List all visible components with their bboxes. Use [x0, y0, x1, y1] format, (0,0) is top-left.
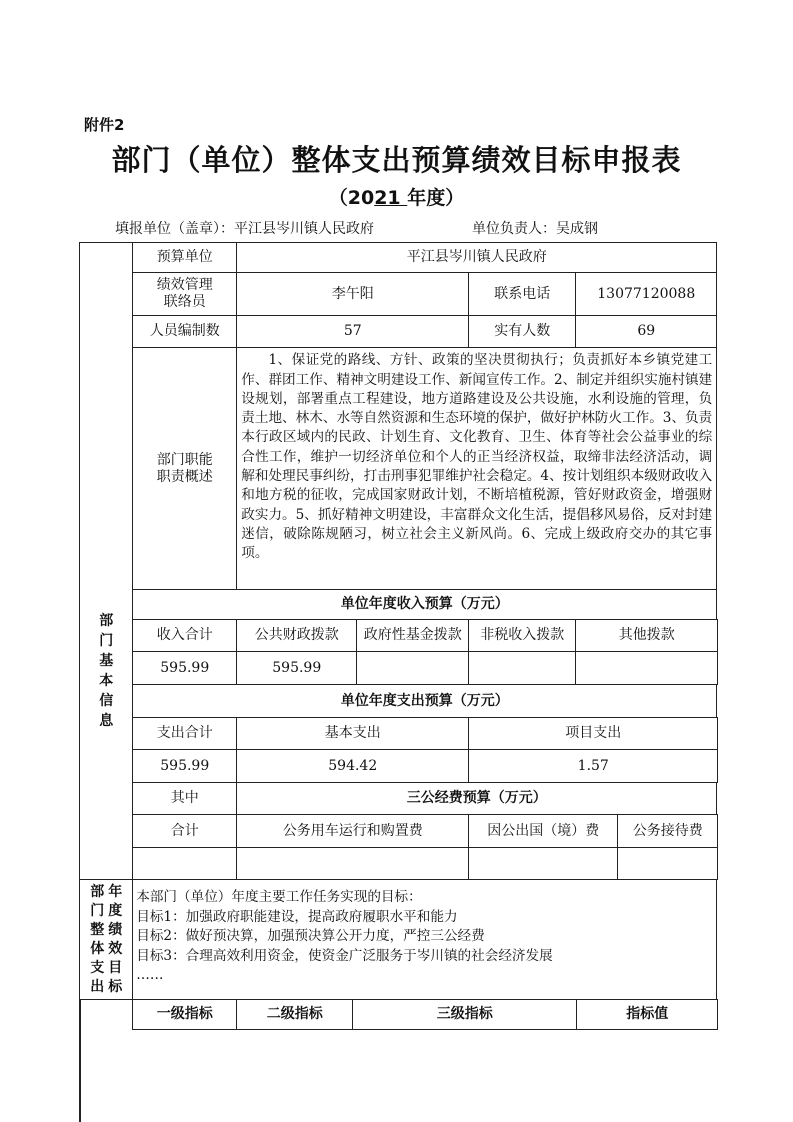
section-basic-char: 基	[99, 653, 114, 670]
income-header: 非税收入拨款	[468, 619, 576, 652]
section-basic-char: 部	[99, 613, 114, 630]
sangong-heading: 三公经费预算（万元）	[236, 782, 717, 815]
section-basic-char: 门	[99, 633, 114, 650]
staff-actual-label: 实有人数	[468, 315, 576, 348]
contact-value: 李午阳	[236, 272, 469, 316]
income-value	[575, 651, 718, 685]
goals-label-right: 年度绩效目标	[108, 883, 123, 995]
income-value: 595.99	[236, 651, 357, 685]
fill-unit: 填报单位（盖章）：平江县岑川镇人民政府	[115, 221, 374, 237]
section-basic-info	[79, 242, 133, 880]
section-basic-label	[99, 611, 113, 731]
page-title: 部门（单位）整体支出预算绩效目标申报表	[111, 143, 682, 177]
goals-ellipsis: ……	[136, 967, 164, 984]
expense-value: 594.42	[236, 749, 469, 783]
sangong-value	[132, 847, 237, 880]
expense-heading: 单位年度支出预算（万元）	[132, 684, 717, 718]
staff-quota-label: 人员编制数	[132, 315, 237, 348]
goal-item: 目标2：做好预决算，加强预决算公开力度，严控三公经费	[136, 928, 485, 945]
income-value	[356, 651, 469, 685]
expense-value: 595.99	[132, 749, 237, 783]
income-header: 收入合计	[132, 619, 237, 652]
expense-header: 项目支出	[468, 717, 718, 750]
expense-value: 1.57	[468, 749, 718, 783]
income-header: 政府性基金拨款	[356, 619, 469, 652]
budget-unit-label: 预算单位	[132, 242, 237, 273]
expense-header: 支出合计	[132, 717, 237, 750]
section-basic-char: 信	[99, 693, 114, 710]
phone-value: 13077120088	[575, 272, 717, 316]
section-goals-label	[79, 879, 133, 1000]
staff-actual-value: 69	[575, 315, 717, 348]
sangong-header: 合计	[132, 814, 237, 848]
goals-label-left: 部门整体支出	[90, 883, 105, 995]
goals-box	[132, 879, 717, 1000]
sangong-value	[468, 847, 618, 880]
budget-unit-value: 平江县岑川镇人民政府	[236, 242, 717, 273]
unit-leader: 单位负责人：吴成钢	[472, 221, 598, 237]
indicator-header-cell: 二级指标	[236, 999, 353, 1030]
year-subtitle: （2021 年度）	[328, 187, 465, 209]
phone-label: 联系电话	[468, 272, 576, 316]
income-header: 其他拨款	[575, 619, 718, 652]
sangong-value	[617, 847, 718, 880]
contact-label: 绩效管理联络员	[132, 272, 237, 316]
income-value	[468, 651, 576, 685]
goals-intro: 本部门（单位）年度主要工作任务实现的目标：	[136, 889, 422, 906]
income-header: 公共财政拨款	[236, 619, 357, 652]
indicator-header-cell: 指标值	[576, 999, 718, 1030]
income-value: 595.99	[132, 651, 237, 685]
goal-item: 目标3：合理高效利用资金，使资金广泛服务于岑川镇的社会经济发展	[136, 947, 553, 964]
indicator-header-cell: 三级指标	[352, 999, 577, 1030]
attachment-label: 附件2	[84, 116, 125, 134]
sangong-header: 公务用车运行和购置费	[236, 814, 469, 848]
sangong-header: 公务接待费	[617, 814, 718, 848]
sangong-header: 因公出国（境）费	[468, 814, 618, 848]
of-which-label: 其中	[132, 782, 237, 815]
goal-item: 目标1：加强政府职能建设，提高政府履职水平和能力	[136, 908, 458, 925]
sangong-value	[236, 847, 469, 880]
duty-description: 1、保证党的路线、方针、政策的坚决贯彻执行；负责抓好本乡镇党建工作、群团工作、精神文明建设工作、新闻宣传工作。2、制定并组织实施村镇建设规划，部署重点工程建设，地方道路建设及公共设施，水利设施的管理，负责土地、林木、水等自然资源和生态环境的保护，做好护林防火工作。3、负责本行政区域内的民政、计划生育、文化教育、卫生、体育等社会公益事业的综合性工作，维护一切经济单位和个人的正当经济权益，取缔非法经济活动，调解和处理民事纠纷，打击刑事犯罪维护社会稳定。4、按计划组织本级财政收入和地方税的征收，完成国家财政计划，不断培植税源，管好财政资金，增强财政实力。5、抓好精神文明建设，丰富群众文化生活，提倡移风易俗，反对封建迷信，破除陈规陋习，树立社会主义新风尚。6、完成上级政府交办的其它事项。	[236, 347, 717, 590]
left-border	[79, 1000, 81, 1122]
indicator-header-cell: 一级指标	[132, 999, 237, 1030]
section-basic-char: 本	[99, 673, 114, 690]
income-heading: 单位年度收入预算（万元）	[132, 589, 717, 620]
duty-label: 部门职能职责概述	[132, 347, 237, 590]
staff-quota-value: 57	[236, 315, 469, 348]
section-basic-char: 息	[99, 713, 114, 730]
expense-header: 基本支出	[236, 717, 469, 750]
